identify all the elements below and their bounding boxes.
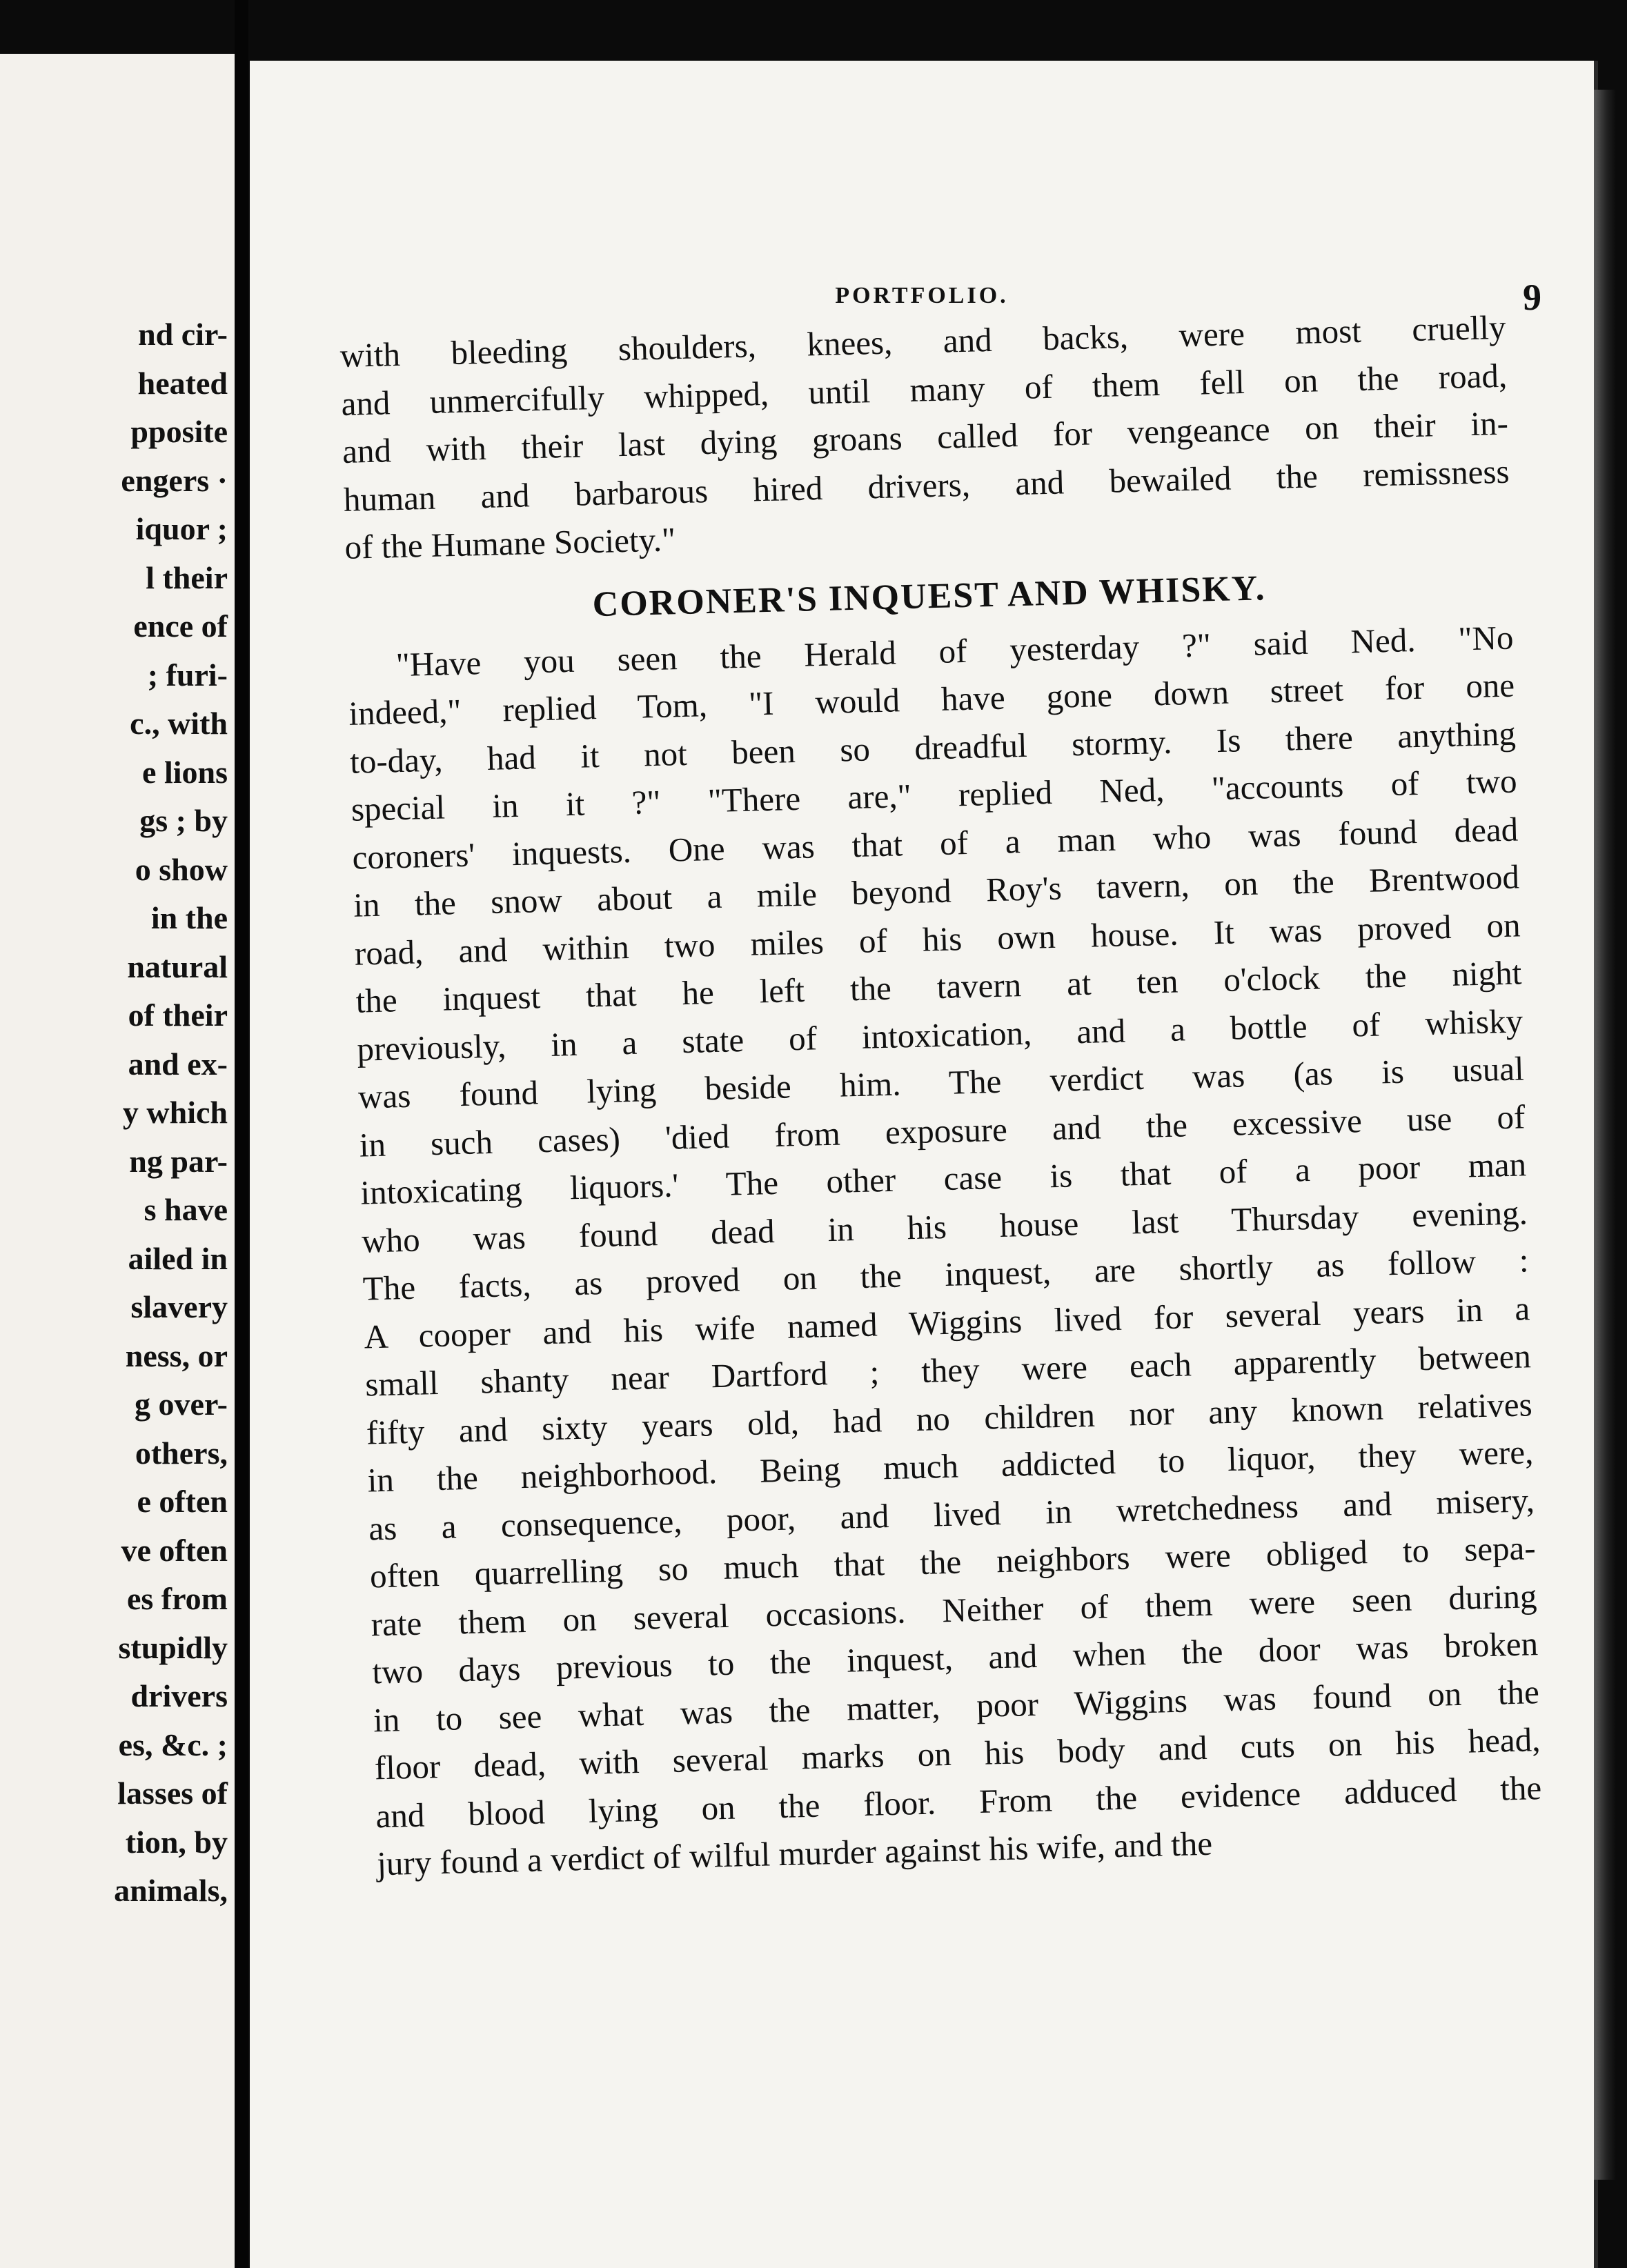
text-line: often quarrelling so much that the neighbors were obliged to sepa- — [369, 1529, 1537, 1595]
text-line: with bleeding shoulders, knees, and backs, were most cruelly — [339, 308, 1507, 375]
book-gutter — [235, 0, 248, 2268]
text-line: was found lying beside him. The verdict was (as is usual — [357, 1049, 1525, 1116]
left-page-line: ailed in — [128, 1240, 228, 1276]
text-line: road, and within two miles of his own house. It was proved on — [354, 905, 1521, 973]
text-line: small shanty near Dartford ; they were each apparently between — [364, 1337, 1532, 1404]
text-line: and blood lying on the floor. From the evidence adduced the — [375, 1768, 1542, 1835]
text-line: two days previous to the inquest, and when the door was broken — [371, 1624, 1539, 1691]
left-page-line: ng par- — [129, 1143, 228, 1179]
left-page — [0, 54, 235, 2268]
text-line: in the snow about a mile beyond Roy's tavern, on the Brentwood — [353, 857, 1520, 924]
text-line: in such cases) 'died from exposure and the excessive use of — [359, 1097, 1526, 1164]
left-page-line: g over- — [135, 1386, 228, 1422]
paragraph-continued — [339, 304, 1511, 572]
text-line: coroners' inquests. One was that of a man who was found dead — [351, 809, 1519, 877]
left-page-line: e lions — [142, 754, 228, 790]
text-line: in the neighborhood. Being much addicted to liquor, they were, — [367, 1433, 1534, 1500]
text-line: and with their last dying groans called for vengeance on their in- — [342, 404, 1509, 470]
section-heading: CORONER'S INQUEST AND WHISKY. — [592, 568, 1267, 624]
text-line: rate them on several occasions. Neither of them were seen during — [371, 1576, 1537, 1643]
left-page-line: iquor ; — [135, 511, 228, 546]
text-line: fifty and sixty years old, had no children nor any known relatives — [366, 1384, 1533, 1452]
left-page-line: and ex- — [128, 1046, 228, 1082]
left-page-line: l their — [146, 559, 228, 595]
book-spine-edge — [1594, 90, 1616, 2180]
left-page-line: es, &c. ; — [118, 1727, 228, 1762]
text-line: intoxicating liquors.' The other case is that of a poor man — [359, 1145, 1527, 1212]
left-page-line: ness, or — [125, 1337, 228, 1373]
text-line: indeed," replied Tom, "I would have gone down street for one — [348, 666, 1515, 733]
left-page-line: others, — [135, 1435, 228, 1471]
left-page-line: stupidly — [118, 1629, 228, 1665]
text-line: and unmercifully whipped, until many of them fell on the road, — [340, 356, 1508, 423]
left-page-line: engers · — [121, 462, 228, 498]
text-line: A cooper and his wife named Wiggins lived for several years in a — [363, 1289, 1530, 1356]
text-line: The facts, as proved on the inquest, are shortly as follow : — [362, 1241, 1530, 1308]
left-page-line: drivers — [130, 1678, 228, 1713]
left-page-line: c., with — [130, 706, 228, 741]
left-page-line: pposite — [130, 414, 228, 449]
text-line: floor dead, with several marks on his body and cuts on his head, — [374, 1720, 1541, 1787]
left-page-line: e often — [137, 1484, 228, 1519]
text-line: "Have you seen the Herald of yesterday ?" said Ned. "No — [395, 618, 1514, 684]
text-line: in to see what was the matter, poor Wiggins was found on the — [373, 1672, 1540, 1739]
left-page-line: slavery — [130, 1289, 228, 1324]
left-page-line: tion, by — [125, 1824, 228, 1860]
left-page-line: of their — [128, 997, 228, 1033]
left-page-line: natural — [127, 948, 228, 984]
left-page-line: gs ; by — [139, 803, 228, 838]
left-page-line: in the — [150, 900, 228, 935]
left-page-line: s have — [144, 1192, 228, 1227]
left-page-line: y which — [122, 1095, 228, 1130]
left-page-line: animals, — [114, 1873, 228, 1908]
text-line: jury found a verdict of wilful murder against his wife, and the — [376, 1824, 1213, 1883]
text-line: the inquest that he left the tavern at ten o'clock the night — [355, 953, 1522, 1020]
left-page-line: ence of — [133, 608, 228, 644]
text-line: as a consequence, poor, and lived in wretchedness and misery, — [368, 1480, 1535, 1547]
left-page-line: nd cir- — [138, 317, 228, 352]
left-page-column — [114, 310, 228, 1916]
left-page-line: lasses of — [117, 1775, 228, 1811]
left-page-line: ; furi- — [147, 657, 228, 693]
left-page-line: o show — [135, 851, 228, 887]
text-line: human and barbarous hired drivers, and bewailed the remissness — [343, 452, 1510, 519]
page-number: 9 — [1523, 277, 1541, 318]
text-line: special in it ?" "There are," replied Ned, "accounts of two — [351, 762, 1518, 828]
text-line: previously, in a state of intoxication, and a bottle of whisky — [356, 1001, 1524, 1068]
right-page — [250, 61, 1598, 2268]
text-line: who was found dead in his house last Thursday evening. — [361, 1193, 1528, 1260]
left-page-line: ve often — [121, 1532, 228, 1568]
text-block — [339, 304, 1544, 1888]
paragraph-inquest — [347, 613, 1544, 1888]
left-page-line: es from — [126, 1581, 228, 1616]
running-head: PORTFOLIO. — [835, 283, 1009, 308]
left-page-line: heated — [137, 365, 228, 401]
text-line: of the Humane Society." — [344, 520, 676, 566]
text-line: to-day, had it not been so dreadful stormy. Is there anything — [349, 714, 1517, 781]
